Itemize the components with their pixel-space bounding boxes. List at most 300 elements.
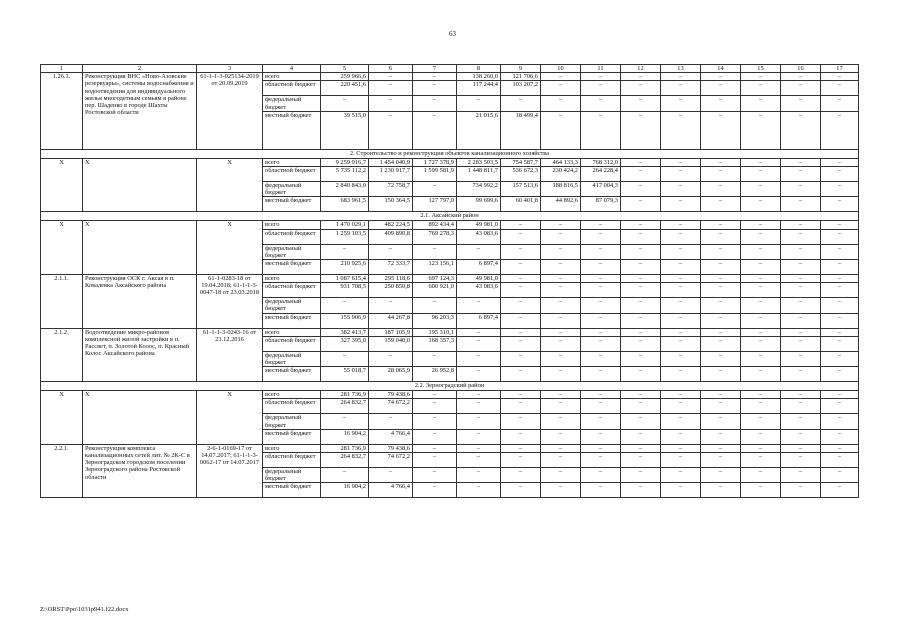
column-header: 13 — [661, 65, 701, 73]
value-cell: 417 004,3 — [581, 182, 621, 197]
value-cell: – — [581, 229, 621, 244]
budget-label: федеральный бюджет — [263, 182, 321, 197]
value-cell: – — [581, 367, 621, 382]
value-cell: – — [621, 367, 661, 382]
value-cell: – — [701, 468, 741, 483]
value-cell: 60 401,8 — [501, 197, 541, 212]
value-cell: – — [701, 260, 741, 275]
item-name: Х — [83, 158, 197, 212]
value-cell: – — [661, 81, 701, 96]
budget-label: местный бюджет — [263, 260, 321, 275]
budget-label: местный бюджет — [263, 313, 321, 328]
value-cell: – — [821, 182, 859, 197]
value-cell: – — [741, 283, 781, 298]
value-cell: 49 981,0 — [457, 221, 501, 229]
value-cell: – — [457, 429, 501, 444]
value-cell: – — [701, 429, 741, 444]
value-cell: – — [413, 351, 457, 366]
value-cell: – — [661, 158, 701, 166]
budget-label: местный бюджет — [263, 483, 321, 498]
value-cell: – — [821, 468, 859, 483]
value-cell: – — [541, 111, 581, 149]
value-cell: 281 736,9 — [321, 391, 369, 399]
value-cell: 482 224,5 — [369, 221, 413, 229]
column-header: 14 — [701, 65, 741, 73]
value-cell: – — [741, 275, 781, 283]
value-cell: 754 587,7 — [501, 158, 541, 166]
value-cell: – — [321, 468, 369, 483]
value-cell: – — [581, 275, 621, 283]
value-cell: 117 244,4 — [457, 81, 501, 96]
value-cell: – — [413, 391, 457, 399]
item-number: 1.26.1. — [41, 73, 83, 150]
value-cell: – — [621, 275, 661, 283]
value-cell: – — [501, 483, 541, 498]
value-cell: – — [701, 444, 741, 452]
value-cell: – — [701, 453, 741, 468]
value-cell: – — [821, 351, 859, 366]
value-cell: – — [457, 468, 501, 483]
value-cell: – — [501, 399, 541, 414]
budget-label: федеральный бюджет — [263, 96, 321, 111]
value-cell: – — [581, 283, 621, 298]
budget-label: областной бюджет — [263, 81, 321, 96]
value-cell: – — [541, 81, 581, 96]
value-cell: – — [701, 96, 741, 111]
value-cell: 43 083,6 — [457, 229, 501, 244]
value-cell: 264 228,4 — [581, 167, 621, 182]
value-cell: – — [413, 399, 457, 414]
value-cell: – — [661, 275, 701, 283]
value-cell: – — [781, 453, 821, 468]
value-cell: – — [501, 283, 541, 298]
value-cell: – — [369, 96, 413, 111]
value-cell: – — [781, 81, 821, 96]
value-cell: 16 904,2 — [321, 483, 369, 498]
value-cell: – — [581, 244, 621, 259]
value-cell: 931 708,5 — [321, 283, 369, 298]
value-cell: – — [741, 197, 781, 212]
value-cell: – — [413, 298, 457, 313]
value-cell: – — [581, 351, 621, 366]
value-cell: – — [457, 391, 501, 399]
item-number: 2.1.2. — [41, 328, 83, 382]
item-document: 2-6-1-0169-17 от 14.07.2017; 61-1-1-3-0062-17 от 14.07.2017 — [197, 444, 263, 498]
value-cell: 18 499,4 — [501, 111, 541, 149]
item-document: Х — [197, 221, 263, 275]
value-cell: – — [413, 244, 457, 259]
value-cell: – — [541, 229, 581, 244]
value-cell: – — [741, 367, 781, 382]
value-cell: – — [741, 111, 781, 149]
value-cell: – — [413, 414, 457, 429]
value-cell: – — [821, 414, 859, 429]
value-cell: – — [701, 158, 741, 166]
value-cell: 49 981,0 — [457, 275, 501, 283]
value-cell: – — [661, 260, 701, 275]
value-cell: – — [781, 197, 821, 212]
value-cell: – — [781, 158, 821, 166]
value-cell: – — [741, 444, 781, 452]
value-cell: – — [781, 328, 821, 336]
value-cell: – — [701, 275, 741, 283]
value-cell: – — [321, 351, 369, 366]
column-header: 4 — [263, 65, 321, 73]
value-cell: – — [581, 444, 621, 452]
value-cell: – — [821, 244, 859, 259]
value-cell: – — [661, 328, 701, 336]
value-cell: – — [321, 298, 369, 313]
value-cell: – — [581, 391, 621, 399]
item-name: Водоотведение микро-районов комплексной жилой застройки в п. Рассвет, п. Золотой Колос, п. Красный Колос Аксайского района — [83, 328, 197, 382]
value-cell: – — [501, 391, 541, 399]
value-cell: – — [501, 244, 541, 259]
item-name: Реконструкция комплекса канализационных сетей лит. № 2К-С в Зерноградском городском поселении Зерноградского района Ростовской области — [83, 444, 197, 498]
value-cell: – — [501, 453, 541, 468]
value-cell: 44 892,6 — [541, 197, 581, 212]
value-cell: – — [661, 229, 701, 244]
value-cell: – — [781, 414, 821, 429]
value-cell: – — [501, 328, 541, 336]
value-cell: – — [701, 81, 741, 96]
value-cell: 123 156,1 — [413, 260, 457, 275]
value-cell: – — [781, 96, 821, 111]
value-cell: – — [369, 351, 413, 366]
item-document: 61-1-1-3-025134-2019 от 20.09.2019 — [197, 73, 263, 150]
value-cell: – — [701, 182, 741, 197]
value-cell: – — [821, 429, 859, 444]
value-cell: 600 921,0 — [413, 283, 457, 298]
column-header: 17 — [821, 65, 859, 73]
value-cell: – — [501, 229, 541, 244]
value-cell: – — [621, 96, 661, 111]
value-cell: – — [541, 429, 581, 444]
value-cell: – — [413, 483, 457, 498]
budget-label: местный бюджет — [263, 197, 321, 212]
budget-label: всего — [263, 221, 321, 229]
value-cell: 187 105,9 — [369, 328, 413, 336]
value-cell: – — [741, 453, 781, 468]
value-cell: 28 065,9 — [369, 367, 413, 382]
value-cell: – — [821, 111, 859, 149]
value-cell: – — [821, 453, 859, 468]
value-cell: – — [501, 275, 541, 283]
budget-label: областной бюджет — [263, 336, 321, 351]
section-row — [41, 149, 859, 158]
value-cell: 99 699,6 — [457, 197, 501, 212]
value-cell: – — [661, 391, 701, 399]
value-cell: – — [661, 73, 701, 81]
column-header: 3 — [197, 65, 263, 73]
value-cell: – — [457, 336, 501, 351]
value-cell: – — [501, 313, 541, 328]
value-cell: – — [821, 81, 859, 96]
value-cell: 188 816,5 — [541, 182, 581, 197]
item-document: 61-1-0283-18 от 19.04.2018; 61-1-1-3-0047-18 от 23.03.2018 — [197, 275, 263, 329]
header-row — [41, 65, 859, 73]
page-number: 63 — [449, 30, 456, 38]
value-cell: 768 312,0 — [581, 158, 621, 166]
value-cell: – — [821, 298, 859, 313]
budget-label: федеральный бюджет — [263, 298, 321, 313]
value-cell: – — [621, 229, 661, 244]
value-cell: – — [661, 283, 701, 298]
budget-label: областной бюджет — [263, 399, 321, 414]
value-cell: – — [781, 283, 821, 298]
value-cell: – — [741, 158, 781, 166]
value-cell: – — [413, 468, 457, 483]
value-cell: – — [413, 111, 457, 149]
value-cell: – — [781, 73, 821, 81]
value-cell: – — [541, 96, 581, 111]
value-cell: 464 133,3 — [541, 158, 581, 166]
value-cell: – — [541, 275, 581, 283]
column-header: 5 — [321, 65, 369, 73]
value-cell: – — [501, 414, 541, 429]
value-cell: 127 797,0 — [413, 197, 457, 212]
value-cell: – — [741, 391, 781, 399]
section-title: 2.2. Зерноградский район — [41, 382, 859, 391]
item-row — [41, 275, 859, 283]
value-cell: 230 424,2 — [541, 167, 581, 182]
value-cell: – — [701, 367, 741, 382]
value-cell: – — [541, 453, 581, 468]
item-row — [41, 73, 859, 81]
item-row — [41, 444, 859, 452]
value-cell: – — [621, 313, 661, 328]
value-cell: 55 018,7 — [321, 367, 369, 382]
value-cell: – — [541, 391, 581, 399]
value-cell: – — [701, 197, 741, 212]
value-cell: – — [501, 336, 541, 351]
budget-label: федеральный бюджет — [263, 468, 321, 483]
budget-label: всего — [263, 158, 321, 166]
value-cell: 409 890,8 — [369, 229, 413, 244]
budget-label: всего — [263, 73, 321, 81]
value-cell: 536 672,3 — [501, 167, 541, 182]
item-name: Реконструкция ОСК г. Аксая в п. Ковалевка Аксайского района — [83, 275, 197, 329]
value-cell: 157 513,6 — [501, 182, 541, 197]
value-cell: – — [821, 367, 859, 382]
value-cell: – — [457, 244, 501, 259]
item-document: Х — [197, 158, 263, 212]
value-cell: – — [741, 182, 781, 197]
value-cell: 44 267,8 — [369, 313, 413, 328]
value-cell: 87 079,3 — [581, 197, 621, 212]
value-cell: – — [457, 328, 501, 336]
value-cell: – — [581, 483, 621, 498]
value-cell: – — [501, 468, 541, 483]
value-cell: – — [821, 158, 859, 166]
value-cell: 1 230 917,7 — [369, 167, 413, 182]
value-cell: 1 448 811,7 — [457, 167, 501, 182]
section-title: 2. Строительство и реконструкция объектов канализационного хозяйства — [41, 149, 859, 158]
value-cell: – — [369, 414, 413, 429]
value-cell: – — [457, 351, 501, 366]
value-cell: – — [821, 313, 859, 328]
value-cell: – — [701, 229, 741, 244]
budget-label: областной бюджет — [263, 167, 321, 182]
value-cell: – — [501, 260, 541, 275]
value-cell: 103 207,2 — [501, 81, 541, 96]
value-cell: 259 966,6 — [321, 73, 369, 81]
value-cell: – — [661, 414, 701, 429]
value-cell: 9 259 916,7 — [321, 158, 369, 166]
value-cell: – — [369, 298, 413, 313]
value-cell: – — [541, 336, 581, 351]
value-cell: – — [541, 283, 581, 298]
value-cell: – — [661, 244, 701, 259]
value-cell: 697 124,3 — [413, 275, 457, 283]
value-cell: 26 952,8 — [413, 367, 457, 382]
value-cell: – — [457, 399, 501, 414]
value-cell: – — [781, 483, 821, 498]
value-cell: – — [581, 221, 621, 229]
value-cell: 79 438,6 — [369, 391, 413, 399]
value-cell: – — [661, 351, 701, 366]
column-header: 1 — [41, 65, 83, 73]
value-cell: – — [781, 391, 821, 399]
value-cell: – — [661, 298, 701, 313]
value-cell: – — [821, 167, 859, 182]
value-cell: – — [621, 351, 661, 366]
value-cell: – — [741, 336, 781, 351]
value-cell: – — [541, 414, 581, 429]
value-cell: – — [369, 73, 413, 81]
value-cell: – — [621, 483, 661, 498]
value-cell: – — [581, 399, 621, 414]
column-header: 2 — [83, 65, 197, 73]
value-cell: 72 333,7 — [369, 260, 413, 275]
value-cell: – — [821, 399, 859, 414]
value-cell: 43 083,6 — [457, 283, 501, 298]
value-cell: – — [781, 298, 821, 313]
value-cell: 1 259 103,5 — [321, 229, 369, 244]
value-cell: – — [581, 96, 621, 111]
value-cell: – — [701, 414, 741, 429]
budget-label: местный бюджет — [263, 429, 321, 444]
value-cell: 21 015,6 — [457, 111, 501, 149]
value-cell: – — [781, 336, 821, 351]
value-cell: – — [621, 399, 661, 414]
value-cell: – — [621, 197, 661, 212]
value-cell: 1 454 040,9 — [369, 158, 413, 166]
value-cell: – — [701, 73, 741, 81]
value-cell: – — [541, 73, 581, 81]
value-cell: – — [457, 298, 501, 313]
value-cell: 138 260,0 — [457, 73, 501, 81]
value-cell: – — [541, 244, 581, 259]
column-header: 9 — [501, 65, 541, 73]
value-cell: – — [541, 221, 581, 229]
value-cell: – — [621, 182, 661, 197]
value-cell: 327 395,0 — [321, 336, 369, 351]
value-cell: – — [621, 298, 661, 313]
value-cell: – — [821, 275, 859, 283]
value-cell: – — [821, 221, 859, 229]
value-cell: 96 203,3 — [413, 313, 457, 328]
value-cell: – — [741, 260, 781, 275]
value-cell: 1 470 029,1 — [321, 221, 369, 229]
value-cell: – — [621, 111, 661, 149]
value-cell: – — [661, 96, 701, 111]
value-cell: – — [501, 444, 541, 452]
value-cell: – — [581, 260, 621, 275]
budget-label: всего — [263, 444, 321, 452]
value-cell: – — [701, 391, 741, 399]
column-header: 16 — [781, 65, 821, 73]
value-cell: 382 413,7 — [321, 328, 369, 336]
value-cell: – — [821, 260, 859, 275]
column-header: 7 — [413, 65, 457, 73]
value-cell: – — [581, 468, 621, 483]
item-name: Реконструкция ВНС «Ново-Азовские резервуары», системы водоснабжения и водоотведения для индивидуального жилья многодетным семьям в районе пер. Шаденко в городе Шахты Ростовской области — [83, 73, 197, 150]
value-cell: 281 736,9 — [321, 444, 369, 452]
value-cell: – — [741, 221, 781, 229]
budget-table — [40, 64, 859, 498]
value-cell: – — [413, 96, 457, 111]
value-cell: 769 278,3 — [413, 229, 457, 244]
value-cell: – — [821, 73, 859, 81]
value-cell: – — [621, 453, 661, 468]
value-cell: – — [821, 328, 859, 336]
value-cell: – — [781, 221, 821, 229]
value-cell: – — [701, 167, 741, 182]
value-cell: 195 310,1 — [413, 328, 457, 336]
value-cell: – — [741, 429, 781, 444]
budget-label: федеральный бюджет — [263, 351, 321, 366]
value-cell: – — [821, 483, 859, 498]
value-cell: – — [661, 111, 701, 149]
value-cell: 683 961,5 — [321, 197, 369, 212]
column-header: 8 — [457, 65, 501, 73]
value-cell: – — [781, 367, 821, 382]
budget-label: местный бюджет — [263, 367, 321, 382]
value-cell: – — [369, 81, 413, 96]
item-number: 2.2.1. — [41, 444, 83, 498]
value-cell: – — [541, 328, 581, 336]
value-cell: – — [413, 73, 457, 81]
value-cell: – — [781, 244, 821, 259]
value-cell: – — [701, 244, 741, 259]
value-cell: – — [621, 336, 661, 351]
value-cell: 39 515,0 — [321, 111, 369, 149]
value-cell: – — [661, 313, 701, 328]
value-cell: – — [581, 313, 621, 328]
value-cell: – — [741, 96, 781, 111]
value-cell: 2 283 503,5 — [457, 158, 501, 166]
value-cell: – — [821, 391, 859, 399]
value-cell: – — [621, 73, 661, 81]
section-total-row — [41, 391, 859, 399]
value-cell: – — [701, 221, 741, 229]
value-cell: – — [821, 444, 859, 452]
value-cell: – — [781, 167, 821, 182]
value-cell: 72 758,7 — [369, 182, 413, 197]
value-cell: – — [661, 399, 701, 414]
value-cell: – — [541, 313, 581, 328]
value-cell: – — [781, 351, 821, 366]
value-cell: – — [661, 182, 701, 197]
item-number: Х — [41, 158, 83, 212]
value-cell: – — [581, 73, 621, 81]
value-cell: 6 897,4 — [457, 313, 501, 328]
value-cell: – — [781, 182, 821, 197]
column-header: 6 — [369, 65, 413, 73]
table-body — [41, 65, 859, 498]
value-cell: – — [781, 429, 821, 444]
value-cell: – — [661, 483, 701, 498]
